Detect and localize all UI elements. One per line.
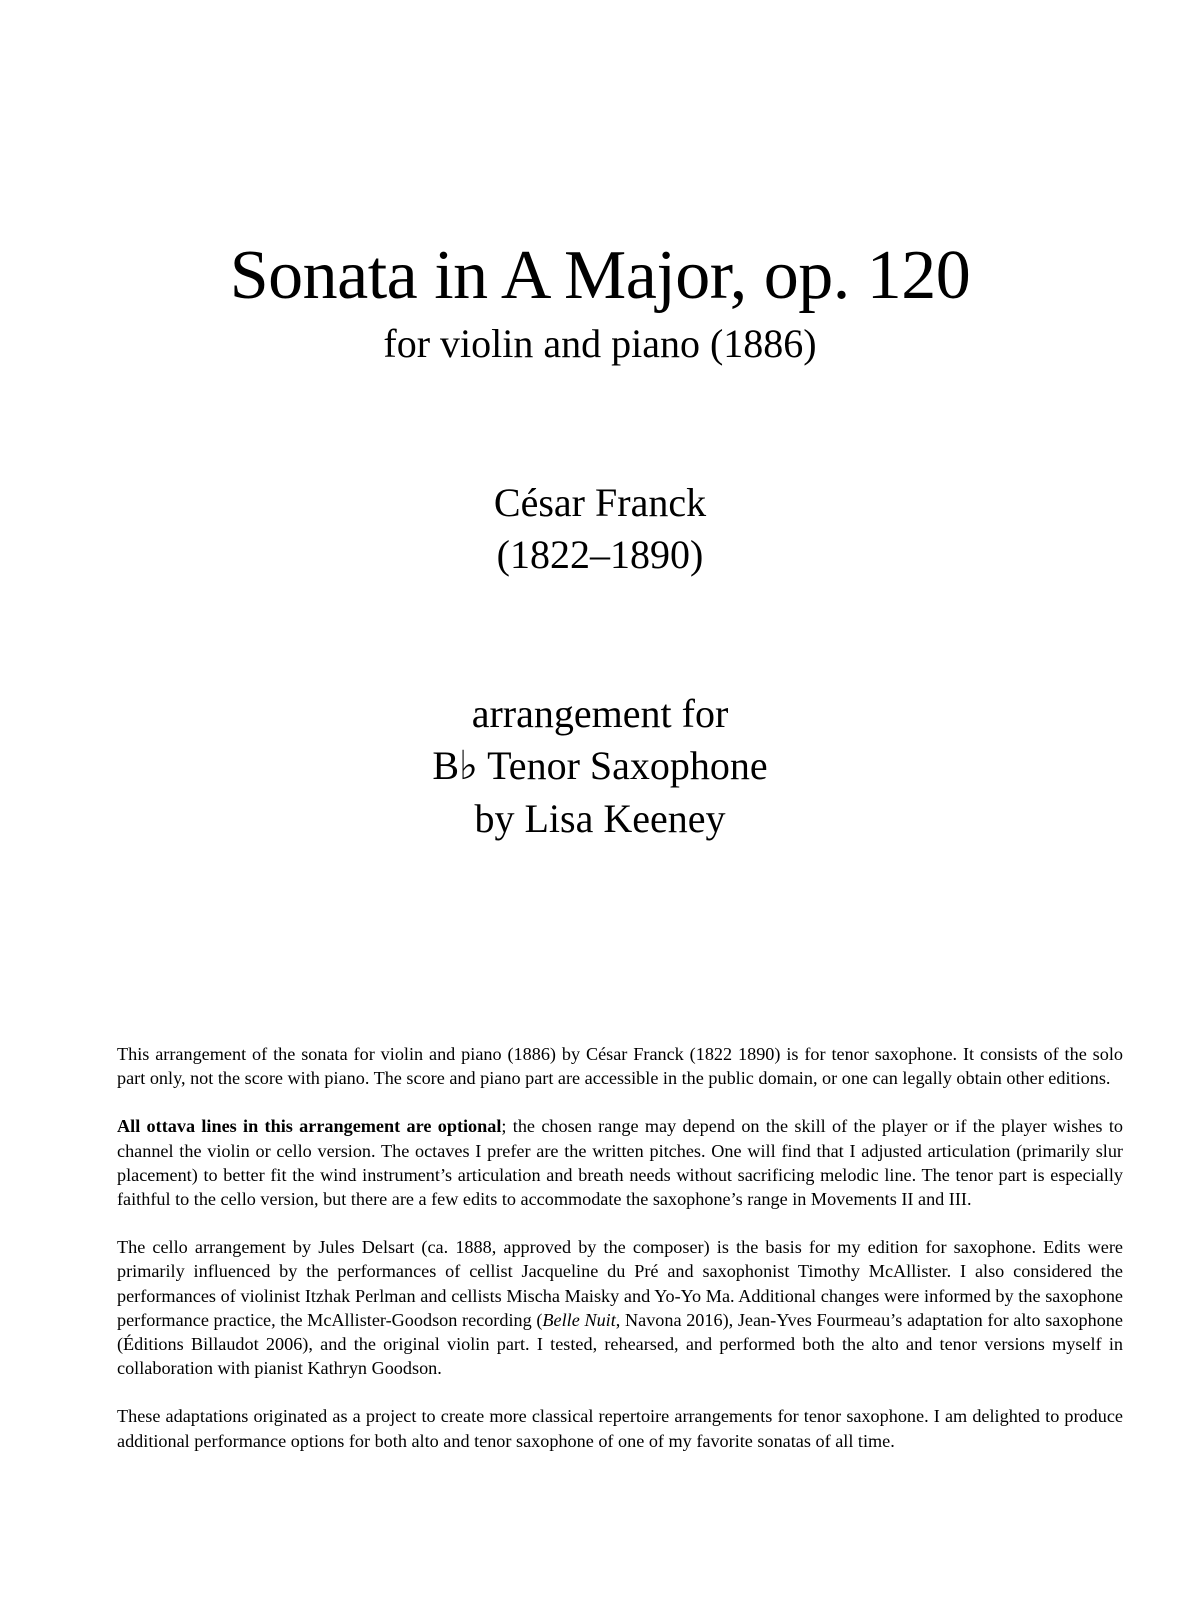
notes-paragraph-3-text-a: The cello arrangement by Jules Delsart (ca. 1888, approved by the composer) is the basis for my edition for saxophone. Edits were primarily influenced by the performances of cellist Jacqueline du Pré and saxophonist Timothy McAllister. I also considered the performances of violinist Itzhak Perlman and cellists Mischa Maisky and Yo-Yo Ma. Additional changes were informed by the saxophone performance practice, the McAllister-Goodson recording ( [117, 1237, 1123, 1330]
arrangement-notes [117, 1042, 1123, 1477]
notes-paragraph-4: These adaptations originated as a project to create more classical repertoire arrangements for tenor saxophone. I am delighted to produce additional performance options for both alto and tenor saxophone of one of my favorite sonatas of all time. [117, 1406, 1123, 1451]
ottava-note-bold: All ottava lines in this arrangement are optional [117, 1116, 502, 1137]
composer-dates: (1822–1890) [496, 532, 704, 577]
notes-paragraph-3-text-b: , Navona 2016), Jean-Yves Fourmeau’s adaptation for alto saxophone (Éditions Billaudot 2006), and the original violin part. I tested, rehearsed, and performed both the alto and tenor versions myself in collaboration with pianist Kathryn Goodson. [117, 1309, 1123, 1379]
notes-paragraph-3 [117, 1235, 1123, 1380]
arrangement-line-1: arrangement for [471, 691, 729, 736]
subtitle: for violin and piano (1886) [383, 321, 817, 366]
recording-title: Belle Nuit [542, 1309, 616, 1330]
notes-paragraph-1: This arrangement of the sonata for violin and piano (1886) by César Franck (1822 1890) is for tenor saxophone. It consists of the solo part only, not the score with piano. The score and piano part are accessible in the public domain, or one can legally obtain other editions. [117, 1044, 1123, 1089]
page-title: Sonata in A Major, op. 120 [229, 237, 971, 314]
arranger: by Lisa Keeney [474, 796, 726, 841]
notes-paragraph-2 [117, 1114, 1123, 1211]
composer-name: César Franck [493, 480, 707, 525]
arrangement-instrument: B♭ Tenor Saxophone [432, 743, 768, 788]
notes-paragraph-2-text: ; the chosen range may depend on the skill of the player or if the player wishes to channel the violin or cello version. The octaves I prefer are the written pitches. One will find that I adjusted articulation (primarily slur placement) to better fit the wind instrument’s articulation and breath needs without sacrificing melodic line. The tenor part is especially faithful to the cello version, but there are a few edits to accommodate the saxophone’s range in Movements II and III. [117, 1116, 1123, 1210]
